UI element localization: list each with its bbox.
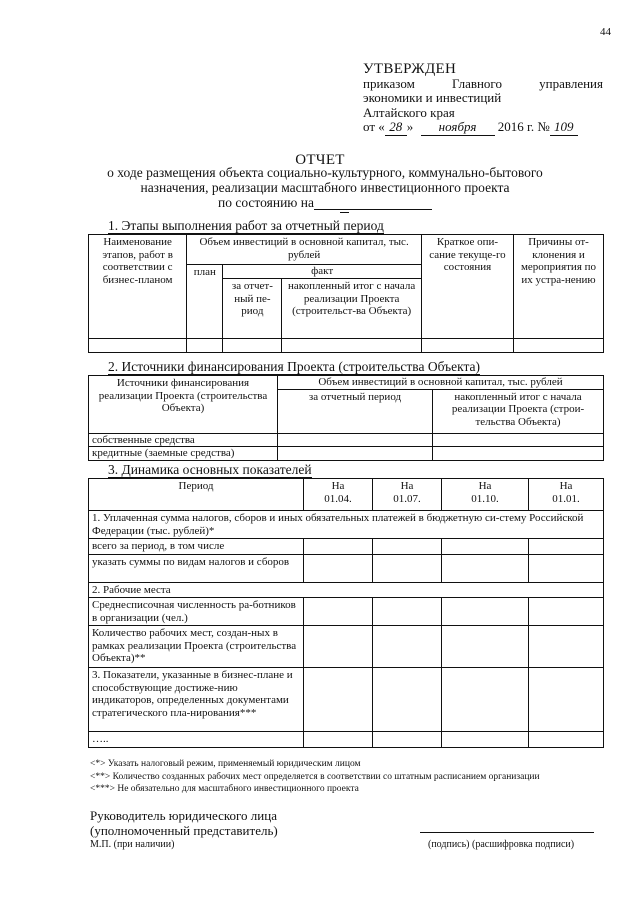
- date-month: ноября: [421, 120, 495, 136]
- footnote-3: <***> Не обязательно для масштабного инвестиционного проекта: [90, 784, 359, 794]
- row-tax-types: указать суммы по видам налогов и сборов: [89, 554, 304, 582]
- order-number: 109: [550, 120, 578, 136]
- row-own-funds: собственные средства: [89, 433, 278, 447]
- approval-title: УТВЕРЖДЕН: [363, 61, 457, 77]
- date-prefix: от «: [363, 119, 385, 134]
- row-credit-funds: кредитные (заемные средства): [89, 447, 278, 461]
- signature-caption: (подпись) (расшифровка подписи): [428, 839, 575, 850]
- table-row: [89, 598, 604, 626]
- group-taxes: 1. Уплаченная сумма налогов, сборов и иных обязательных платежей в бюджетную си-стему Российской Федерации (тыс. рублей)*: [89, 511, 604, 539]
- col-date-1: На 01.04.: [304, 479, 373, 511]
- row-jobs-created: Количество рабочих мест, создан-ных в рамках реализации Проекта (строительства Объекта)**: [89, 626, 304, 668]
- date-day-suffix: »: [406, 119, 414, 134]
- subtitle-line-1: о ходе размещения объекта социально-культурного, коммунально-бытового: [107, 165, 543, 180]
- table-row: [89, 511, 604, 539]
- signatory-block: [90, 808, 278, 838]
- section-2-heading: 2. Источники финансирования Проекта (строительства Объекта): [108, 359, 481, 374]
- row-indicators: 3. Показатели, указанные в бизнес-плане и способствующие достиже-нию индикаторов, определенных документами стратегического пла-нирования***: [89, 668, 304, 732]
- col-total-2: накопленный итог с начала реализации Проекта (строи-тельства Объекта): [433, 389, 604, 433]
- financing-table: [88, 375, 604, 461]
- section-3-heading: 3. Динамика основных показателей: [108, 462, 312, 477]
- table-row: [89, 539, 604, 555]
- col-fact-total: накопленный итог с начала реализации Проекта (строительст-ва Объекта): [282, 279, 422, 339]
- subtitle-line-3: [90, 195, 560, 210]
- col-period-3: Период: [89, 479, 304, 511]
- stages-table: [88, 234, 604, 353]
- col-invest-2: Объем инвестиций в основной капитал, тыс. рублей: [278, 376, 604, 390]
- footnote-1: <*> Указать налоговый режим, применяемый юридическим лицом: [90, 759, 361, 769]
- col-date-4: На 01.01.: [529, 479, 604, 511]
- signature-line: [420, 832, 594, 833]
- footnote-2: <**> Количество созданных рабочих мест определяется в соответствии со штатным расписанием организации: [90, 771, 540, 782]
- col-period-2: за отчетный период: [278, 389, 433, 433]
- indicators-table: [88, 478, 604, 748]
- col-date-2: На 01.07.: [373, 479, 442, 511]
- report-title: ОТЧЕТ: [295, 152, 345, 168]
- stamp-label: М.П. (при наличии): [90, 839, 175, 850]
- row-total-period: всего за период, в том числе: [89, 539, 304, 555]
- col-fact: факт: [223, 265, 422, 279]
- approval-line-2: экономики и инвестиций: [363, 90, 502, 105]
- col-stage: Наименование этапов, работ в соответствии с бизнес-планом: [89, 235, 187, 339]
- table-row: [89, 447, 604, 461]
- table-row: [89, 582, 604, 598]
- table-row: [89, 339, 604, 353]
- section-1-heading: 1. Этапы выполнения работ за отчетный период: [108, 218, 384, 233]
- signatory-line-2: (уполномоченный представитель): [90, 823, 278, 838]
- report-subtitle: [90, 165, 560, 210]
- page-number: 44: [600, 26, 611, 38]
- col-state: Краткое опи-сание текуще-го состояния: [421, 235, 513, 339]
- row-ellipsis: …..: [89, 732, 304, 748]
- table-row: [89, 626, 604, 668]
- date-year: 2016 г. №: [497, 119, 550, 134]
- table-row: [89, 554, 604, 582]
- approval-block: [363, 62, 603, 136]
- col-invest: Объем инвестиций в основной капитал, тыс. рублей: [187, 235, 422, 265]
- subtitle-as-of-label: по состоянию на: [218, 195, 314, 210]
- table-row: [89, 732, 604, 748]
- date-day: 28: [385, 120, 407, 136]
- subtitle-line-2: назначения, реализации масштабного инвестиционного проекта: [140, 180, 510, 195]
- col-fact-period: за отчет-ный пе-риод: [223, 279, 282, 339]
- col-reasons: Причины от-клонения и мероприятия по их устра-нению: [513, 235, 603, 339]
- table-row: [89, 668, 604, 732]
- row-avg-headcount: Среднесписочная численность ра-ботников в организации (чел.): [89, 598, 304, 626]
- signatory-line-1: Руководитель юридического лица: [90, 808, 277, 823]
- col-sources: Источники финансирования реализации Проекта (строительства Объекта): [89, 376, 278, 434]
- col-date-3: На 01.10.: [442, 479, 529, 511]
- group-jobs: 2. Рабочие места: [89, 582, 604, 598]
- approval-line-1: приказом Главного управления: [363, 75, 603, 91]
- as-of-date-blank: [314, 197, 432, 210]
- dash-mark: [340, 212, 349, 213]
- approval-date-line: [363, 120, 603, 136]
- footnotes: [90, 758, 540, 796]
- table-row: [89, 433, 604, 447]
- col-plan: план: [187, 265, 223, 339]
- approval-line-3: Алтайского края: [363, 104, 455, 120]
